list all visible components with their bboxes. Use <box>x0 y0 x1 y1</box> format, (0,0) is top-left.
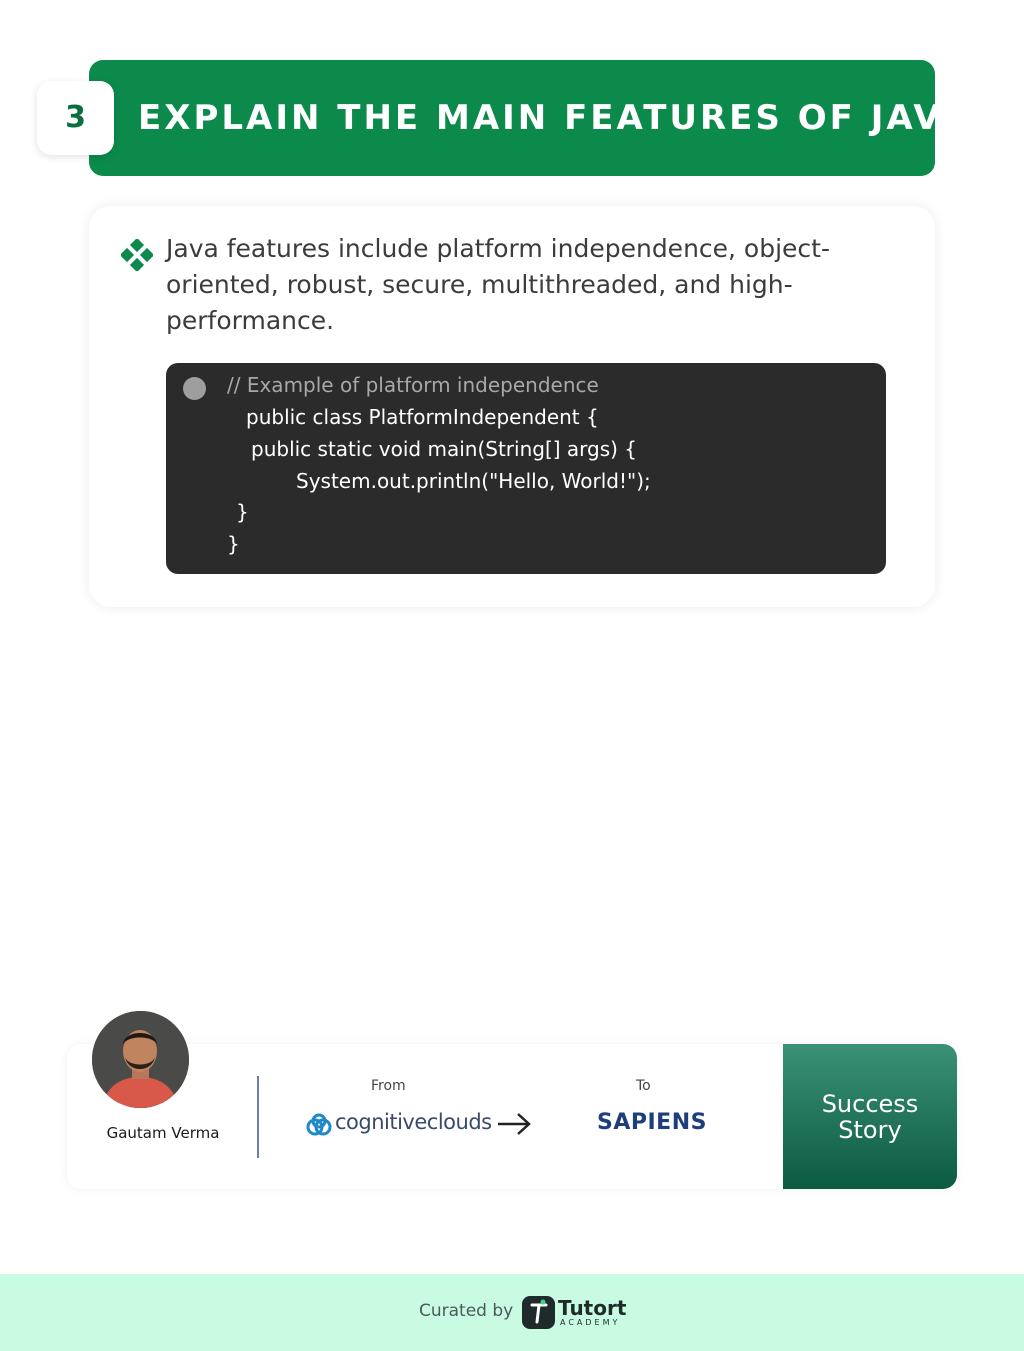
code-line: public class PlatformIndependent { <box>246 405 599 429</box>
diamond-bullet-icon <box>121 239 153 271</box>
curated-by-label: Curated by <box>419 1301 514 1321</box>
code-line: System.out.println("Hello, World!"); <box>296 469 651 493</box>
arrow-right-icon <box>496 1110 532 1138</box>
answer-line: performance. <box>166 306 335 335</box>
from-label: From <box>371 1078 406 1094</box>
divider <box>257 1076 259 1158</box>
answer-text <box>166 231 856 339</box>
answer-line: Java features include platform independence, object- <box>166 234 830 263</box>
code-line: public static void main(String[] args) { <box>251 437 638 461</box>
to-company-logo: SAPIENS <box>597 1110 707 1135</box>
window-dot-icon <box>183 377 206 400</box>
answer-line: oriented, robust, secure, multithreaded, and high- <box>166 270 793 299</box>
brand-subtitle: ACADEMY <box>560 1318 621 1327</box>
code-line: } <box>227 532 240 556</box>
tutort-logo-icon <box>522 1296 555 1329</box>
from-company-name: cognitiveclouds <box>335 1110 492 1134</box>
code-comment: // Example of platform independence <box>227 373 599 397</box>
brand-name: Tutort <box>558 1296 627 1320</box>
success-story-button[interactable] <box>783 1044 957 1189</box>
cloud-logo-icon <box>306 1112 332 1138</box>
success-story-label-line1: Success <box>821 1089 919 1118</box>
question-title: EXPLAIN THE MAIN FEATURES OF JAVA. <box>138 98 987 138</box>
person-photo-icon <box>92 1011 189 1108</box>
question-number-badge: 3 <box>37 81 114 155</box>
code-line: } <box>236 500 249 524</box>
person-name: Gautam Verma <box>106 1124 220 1142</box>
success-story-label-line2: Story <box>838 1115 902 1144</box>
to-label: To <box>636 1078 651 1094</box>
avatar <box>92 1011 189 1108</box>
